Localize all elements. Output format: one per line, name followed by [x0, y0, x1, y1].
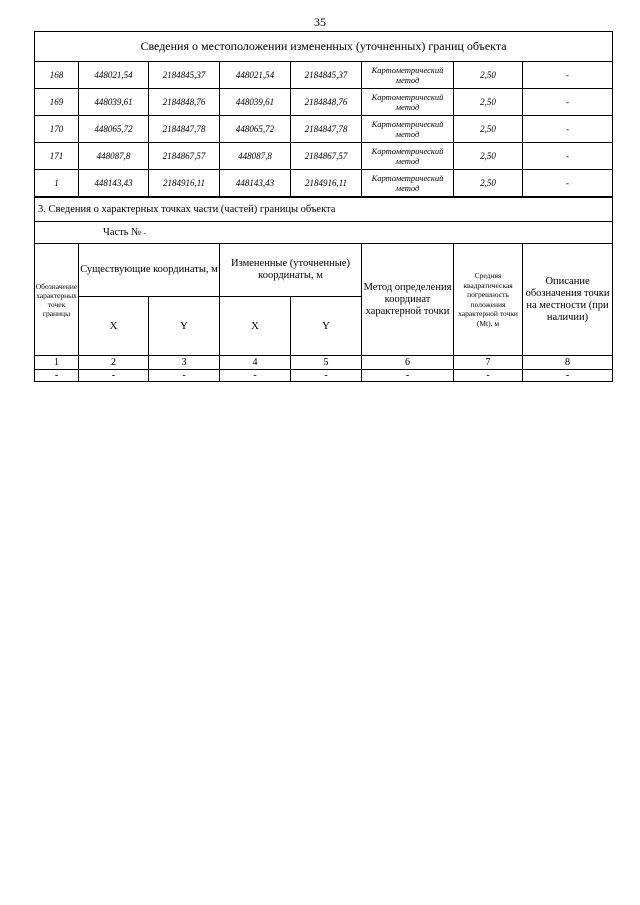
header-existing-y: Y — [149, 297, 220, 356]
cell-accuracy: 2,50 — [454, 143, 523, 170]
table-row — [35, 62, 613, 89]
cell-accuracy: 2,50 — [454, 170, 523, 197]
column-number: 2 — [79, 356, 149, 370]
table-row — [35, 143, 613, 170]
cell-y1: 2184867,57 — [149, 143, 220, 170]
cell-method: Картометрический метод — [362, 116, 454, 143]
cell-point: 171 — [35, 143, 79, 170]
cell-y2: 2184916,11 — [291, 170, 362, 197]
header-existing-x: X — [79, 297, 149, 356]
header-existing-coords: Существующие координаты, м — [79, 244, 220, 297]
cell-point: 170 — [35, 116, 79, 143]
boundary-coordinates-table — [34, 31, 613, 197]
page-number: 35 — [314, 15, 326, 29]
cell-x2: 448039,61 — [220, 89, 291, 116]
empty-cell: - — [523, 370, 613, 382]
column-number: 8 — [523, 356, 613, 370]
column-number: 4 — [220, 356, 291, 370]
cell-point: 168 — [35, 62, 79, 89]
cell-x2: 448021,54 — [220, 62, 291, 89]
cell-y1: 2184848,76 — [149, 89, 220, 116]
header-changed-x: X — [220, 297, 291, 356]
cell-y2: 2184845,37 — [291, 62, 362, 89]
column-number-row — [35, 356, 613, 370]
empty-data-row — [35, 370, 613, 382]
cell-description: - — [523, 170, 613, 197]
cell-method: Картометрический метод — [362, 62, 454, 89]
part-label: Часть № — [103, 227, 142, 238]
empty-cell: - — [291, 370, 362, 382]
cell-accuracy: 2,50 — [454, 116, 523, 143]
header-method: Метод определения координат характерной точки — [362, 244, 454, 356]
cell-x2: 448065,72 — [220, 116, 291, 143]
cell-accuracy: 2,50 — [454, 62, 523, 89]
part-value: - — [143, 229, 147, 237]
empty-cell: - — [79, 370, 149, 382]
cell-x1: 448143,43 — [79, 170, 149, 197]
empty-cell: - — [454, 370, 523, 382]
cell-x1: 448021,54 — [79, 62, 149, 89]
part-number — [35, 222, 613, 244]
cell-y1: 2184916,11 — [149, 170, 220, 197]
column-number: 3 — [149, 356, 220, 370]
column-number: 7 — [454, 356, 523, 370]
header-accuracy: Средняя квадратическая погрешность положения характерной точки (Mt), м — [454, 244, 523, 356]
section3-title: 3. Сведения о характерных точках части (частей) границы объекта — [35, 198, 613, 222]
table-row — [35, 89, 613, 116]
header-changed-coords: Измененные (уточненные) координаты, м — [220, 244, 362, 297]
part-points-table — [34, 197, 613, 382]
cell-point: 1 — [35, 170, 79, 197]
cell-y1: 2184845,37 — [149, 62, 220, 89]
cell-method: Картометрический метод — [362, 89, 454, 116]
cell-method: Картометрический метод — [362, 170, 454, 197]
cell-description: - — [523, 62, 613, 89]
column-number: 1 — [35, 356, 79, 370]
cell-y2: 2184867,57 — [291, 143, 362, 170]
cell-y2: 2184848,76 — [291, 89, 362, 116]
empty-cell: - — [149, 370, 220, 382]
column-number: 5 — [291, 356, 362, 370]
cell-description: - — [523, 116, 613, 143]
cell-x2: 448143,43 — [220, 170, 291, 197]
cell-x1: 448087,8 — [79, 143, 149, 170]
cell-x2: 448087,8 — [220, 143, 291, 170]
empty-cell: - — [362, 370, 454, 382]
table-row — [35, 170, 613, 197]
cell-y2: 2184847,78 — [291, 116, 362, 143]
cell-y1: 2184847,78 — [149, 116, 220, 143]
cell-method: Картометрический метод — [362, 143, 454, 170]
table-row — [35, 116, 613, 143]
cell-accuracy: 2,50 — [454, 89, 523, 116]
cell-description: - — [523, 143, 613, 170]
empty-cell: - — [35, 370, 79, 382]
cell-description: - — [523, 89, 613, 116]
cell-x1: 448039,61 — [79, 89, 149, 116]
cell-point: 169 — [35, 89, 79, 116]
empty-cell: - — [220, 370, 291, 382]
header-point-designation: Обозначение характерных точек границы — [35, 244, 79, 356]
column-number: 6 — [362, 356, 454, 370]
section-title: Сведения о местоположении измененных (уточненных) границ объекта — [35, 32, 613, 62]
header-description: Описание обозначения точки на местности (при наличии) — [523, 244, 613, 356]
cell-x1: 448065,72 — [79, 116, 149, 143]
header-changed-y: Y — [291, 297, 362, 356]
